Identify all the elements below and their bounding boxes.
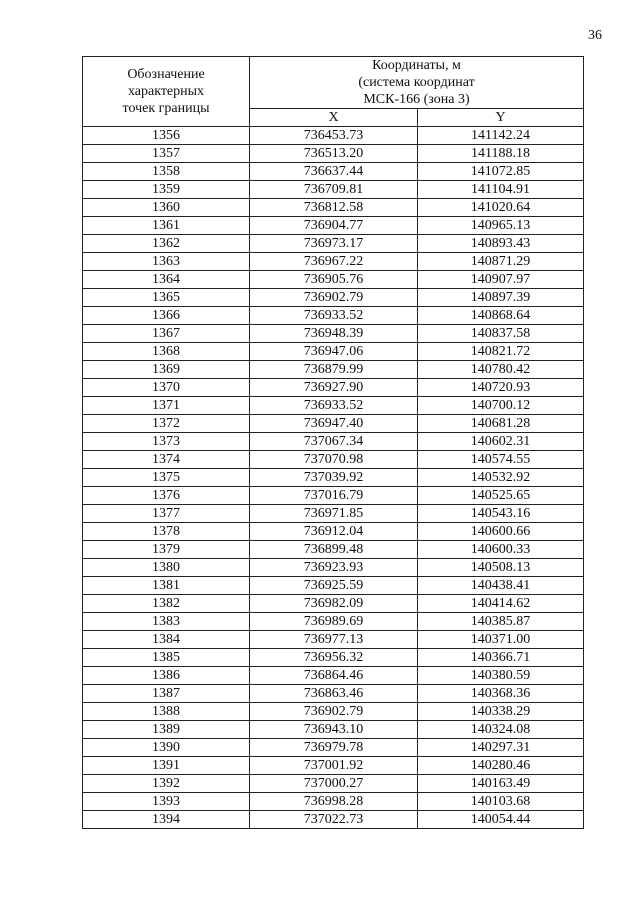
- y-coordinate-cell: 140907.97: [418, 271, 584, 289]
- table-row: [83, 613, 584, 631]
- y-coordinate-cell: 141020.64: [418, 199, 584, 217]
- table-row: [83, 541, 584, 559]
- table-row: [83, 649, 584, 667]
- x-coordinate-cell: 736637.44: [250, 163, 418, 181]
- point-id-cell: 1378: [83, 523, 250, 541]
- x-coordinate-cell: 736905.76: [250, 271, 418, 289]
- x-coordinate-cell: 736912.04: [250, 523, 418, 541]
- point-id-cell: 1370: [83, 379, 250, 397]
- table-row: [83, 487, 584, 505]
- table-row: [83, 469, 584, 487]
- point-id-cell: 1381: [83, 577, 250, 595]
- point-id-cell: 1363: [83, 253, 250, 271]
- point-id-cell: 1375: [83, 469, 250, 487]
- point-id-cell: 1384: [83, 631, 250, 649]
- y-coordinate-cell: 140054.44: [418, 811, 584, 829]
- point-id-cell: 1389: [83, 721, 250, 739]
- y-coordinate-cell: 141188.18: [418, 145, 584, 163]
- y-coordinate-cell: 140103.68: [418, 793, 584, 811]
- table-row: [83, 379, 584, 397]
- table-row: [83, 523, 584, 541]
- y-coordinate-cell: 140868.64: [418, 307, 584, 325]
- point-id-cell: 1358: [83, 163, 250, 181]
- y-coordinate-cell: 140893.43: [418, 235, 584, 253]
- y-coordinate-cell: 140837.58: [418, 325, 584, 343]
- table-row: [83, 739, 584, 757]
- x-coordinate-cell: 737016.79: [250, 487, 418, 505]
- point-id-cell: 1372: [83, 415, 250, 433]
- y-coordinate-cell: 140574.55: [418, 451, 584, 469]
- point-id-cell: 1362: [83, 235, 250, 253]
- table-row: [83, 415, 584, 433]
- point-id-cell: 1368: [83, 343, 250, 361]
- x-coordinate-cell: 736925.59: [250, 577, 418, 595]
- x-coordinate-cell: 736977.13: [250, 631, 418, 649]
- header-coordinates: [250, 57, 584, 109]
- y-coordinate-cell: 140720.93: [418, 379, 584, 397]
- point-id-cell: 1373: [83, 433, 250, 451]
- x-coordinate-cell: 736513.20: [250, 145, 418, 163]
- header-point-designation-line: точек границы: [122, 101, 210, 116]
- table-row: [83, 703, 584, 721]
- table-row: [83, 757, 584, 775]
- table-row: [83, 289, 584, 307]
- y-coordinate-cell: 140324.08: [418, 721, 584, 739]
- x-coordinate-cell: 736982.09: [250, 595, 418, 613]
- header-coordinates-line: Координаты, м: [372, 58, 461, 73]
- x-coordinate-cell: 736947.40: [250, 415, 418, 433]
- header-point-designation: [83, 57, 250, 127]
- table-row: [83, 343, 584, 361]
- point-id-cell: 1360: [83, 199, 250, 217]
- y-coordinate-cell: 140280.46: [418, 757, 584, 775]
- y-coordinate-cell: 140600.66: [418, 523, 584, 541]
- header-y: Y: [418, 109, 584, 127]
- x-coordinate-cell: 736989.69: [250, 613, 418, 631]
- y-coordinate-cell: 140368.36: [418, 685, 584, 703]
- x-coordinate-cell: 736879.99: [250, 361, 418, 379]
- table-row: [83, 451, 584, 469]
- point-id-cell: 1366: [83, 307, 250, 325]
- table-row: [83, 685, 584, 703]
- x-coordinate-cell: 737039.92: [250, 469, 418, 487]
- point-id-cell: 1383: [83, 613, 250, 631]
- point-id-cell: 1390: [83, 739, 250, 757]
- y-coordinate-cell: 140508.13: [418, 559, 584, 577]
- y-coordinate-cell: 140297.31: [418, 739, 584, 757]
- table-row: [83, 577, 584, 595]
- x-coordinate-cell: 736904.77: [250, 217, 418, 235]
- x-coordinate-cell: 736902.79: [250, 703, 418, 721]
- header-coordinates-line: МСК-166 (зона 3): [363, 92, 470, 107]
- y-coordinate-cell: 140681.28: [418, 415, 584, 433]
- x-coordinate-cell: 736971.85: [250, 505, 418, 523]
- table-row: [83, 199, 584, 217]
- x-coordinate-cell: 737022.73: [250, 811, 418, 829]
- point-id-cell: 1364: [83, 271, 250, 289]
- y-coordinate-cell: 140821.72: [418, 343, 584, 361]
- point-id-cell: 1367: [83, 325, 250, 343]
- point-id-cell: 1388: [83, 703, 250, 721]
- y-coordinate-cell: 140438.41: [418, 577, 584, 595]
- x-coordinate-cell: 737001.92: [250, 757, 418, 775]
- header-point-designation-line: характерных: [127, 84, 205, 99]
- y-coordinate-cell: 140366.71: [418, 649, 584, 667]
- y-coordinate-cell: 140338.29: [418, 703, 584, 721]
- point-id-cell: 1377: [83, 505, 250, 523]
- y-coordinate-cell: 140965.13: [418, 217, 584, 235]
- x-coordinate-cell: 736967.22: [250, 253, 418, 271]
- x-coordinate-cell: 736923.93: [250, 559, 418, 577]
- x-coordinate-cell: 737070.98: [250, 451, 418, 469]
- y-coordinate-cell: 140380.59: [418, 667, 584, 685]
- x-coordinate-cell: 736709.81: [250, 181, 418, 199]
- header-x: X: [250, 109, 418, 127]
- table-row: [83, 793, 584, 811]
- y-coordinate-cell: 140871.29: [418, 253, 584, 271]
- y-coordinate-cell: 140700.12: [418, 397, 584, 415]
- point-id-cell: 1361: [83, 217, 250, 235]
- table-row: [83, 361, 584, 379]
- y-coordinate-cell: 140532.92: [418, 469, 584, 487]
- x-coordinate-cell: 736899.48: [250, 541, 418, 559]
- x-coordinate-cell: 736927.90: [250, 379, 418, 397]
- table-row: [83, 235, 584, 253]
- point-id-cell: 1392: [83, 775, 250, 793]
- x-coordinate-cell: 736998.28: [250, 793, 418, 811]
- x-coordinate-cell: 736812.58: [250, 199, 418, 217]
- point-id-cell: 1387: [83, 685, 250, 703]
- table-body: [83, 127, 584, 829]
- x-coordinate-cell: 736948.39: [250, 325, 418, 343]
- x-coordinate-cell: 737067.34: [250, 433, 418, 451]
- y-coordinate-cell: 140602.31: [418, 433, 584, 451]
- point-id-cell: 1365: [83, 289, 250, 307]
- y-coordinate-cell: 140780.42: [418, 361, 584, 379]
- x-coordinate-cell: 736933.52: [250, 397, 418, 415]
- y-coordinate-cell: 140371.00: [418, 631, 584, 649]
- point-id-cell: 1371: [83, 397, 250, 415]
- table-row: [83, 253, 584, 271]
- header-coordinates-line: (система координат: [358, 75, 475, 90]
- table-row: [83, 217, 584, 235]
- table-row: [83, 433, 584, 451]
- table-row: [83, 775, 584, 793]
- point-id-cell: 1394: [83, 811, 250, 829]
- point-id-cell: 1386: [83, 667, 250, 685]
- point-id-cell: 1393: [83, 793, 250, 811]
- y-coordinate-cell: 140163.49: [418, 775, 584, 793]
- y-coordinate-cell: 140600.33: [418, 541, 584, 559]
- table-row: [83, 667, 584, 685]
- table-row: [83, 559, 584, 577]
- table-row: [83, 505, 584, 523]
- table-row: [83, 127, 584, 145]
- x-coordinate-cell: 736947.06: [250, 343, 418, 361]
- y-coordinate-cell: 141104.91: [418, 181, 584, 199]
- table-row: [83, 163, 584, 181]
- coordinates-table: [82, 56, 584, 829]
- point-id-cell: 1374: [83, 451, 250, 469]
- point-id-cell: 1382: [83, 595, 250, 613]
- table-row: [83, 631, 584, 649]
- page-number: 36: [588, 28, 602, 43]
- point-id-cell: 1391: [83, 757, 250, 775]
- point-id-cell: 1356: [83, 127, 250, 145]
- x-coordinate-cell: 737000.27: [250, 775, 418, 793]
- x-coordinate-cell: 736956.32: [250, 649, 418, 667]
- x-coordinate-cell: 736453.73: [250, 127, 418, 145]
- x-coordinate-cell: 736902.79: [250, 289, 418, 307]
- x-coordinate-cell: 736943.10: [250, 721, 418, 739]
- table-row: [83, 397, 584, 415]
- table-row: [83, 307, 584, 325]
- point-id-cell: 1376: [83, 487, 250, 505]
- table-row: [83, 181, 584, 199]
- table-row: [83, 271, 584, 289]
- table-row: [83, 811, 584, 829]
- point-id-cell: 1369: [83, 361, 250, 379]
- x-coordinate-cell: 736933.52: [250, 307, 418, 325]
- x-coordinate-cell: 736973.17: [250, 235, 418, 253]
- table-row: [83, 595, 584, 613]
- table-row: [83, 325, 584, 343]
- y-coordinate-cell: 140414.62: [418, 595, 584, 613]
- y-coordinate-cell: 141142.24: [418, 127, 584, 145]
- table-row: [83, 721, 584, 739]
- y-coordinate-cell: 140385.87: [418, 613, 584, 631]
- x-coordinate-cell: 736864.46: [250, 667, 418, 685]
- point-id-cell: 1379: [83, 541, 250, 559]
- table-row: [83, 145, 584, 163]
- header-point-designation-line: Обозначение: [127, 67, 205, 82]
- y-coordinate-cell: 140543.16: [418, 505, 584, 523]
- y-coordinate-cell: 141072.85: [418, 163, 584, 181]
- point-id-cell: 1380: [83, 559, 250, 577]
- x-coordinate-cell: 736979.78: [250, 739, 418, 757]
- y-coordinate-cell: 140525.65: [418, 487, 584, 505]
- point-id-cell: 1385: [83, 649, 250, 667]
- point-id-cell: 1357: [83, 145, 250, 163]
- y-coordinate-cell: 140897.39: [418, 289, 584, 307]
- point-id-cell: 1359: [83, 181, 250, 199]
- x-coordinate-cell: 736863.46: [250, 685, 418, 703]
